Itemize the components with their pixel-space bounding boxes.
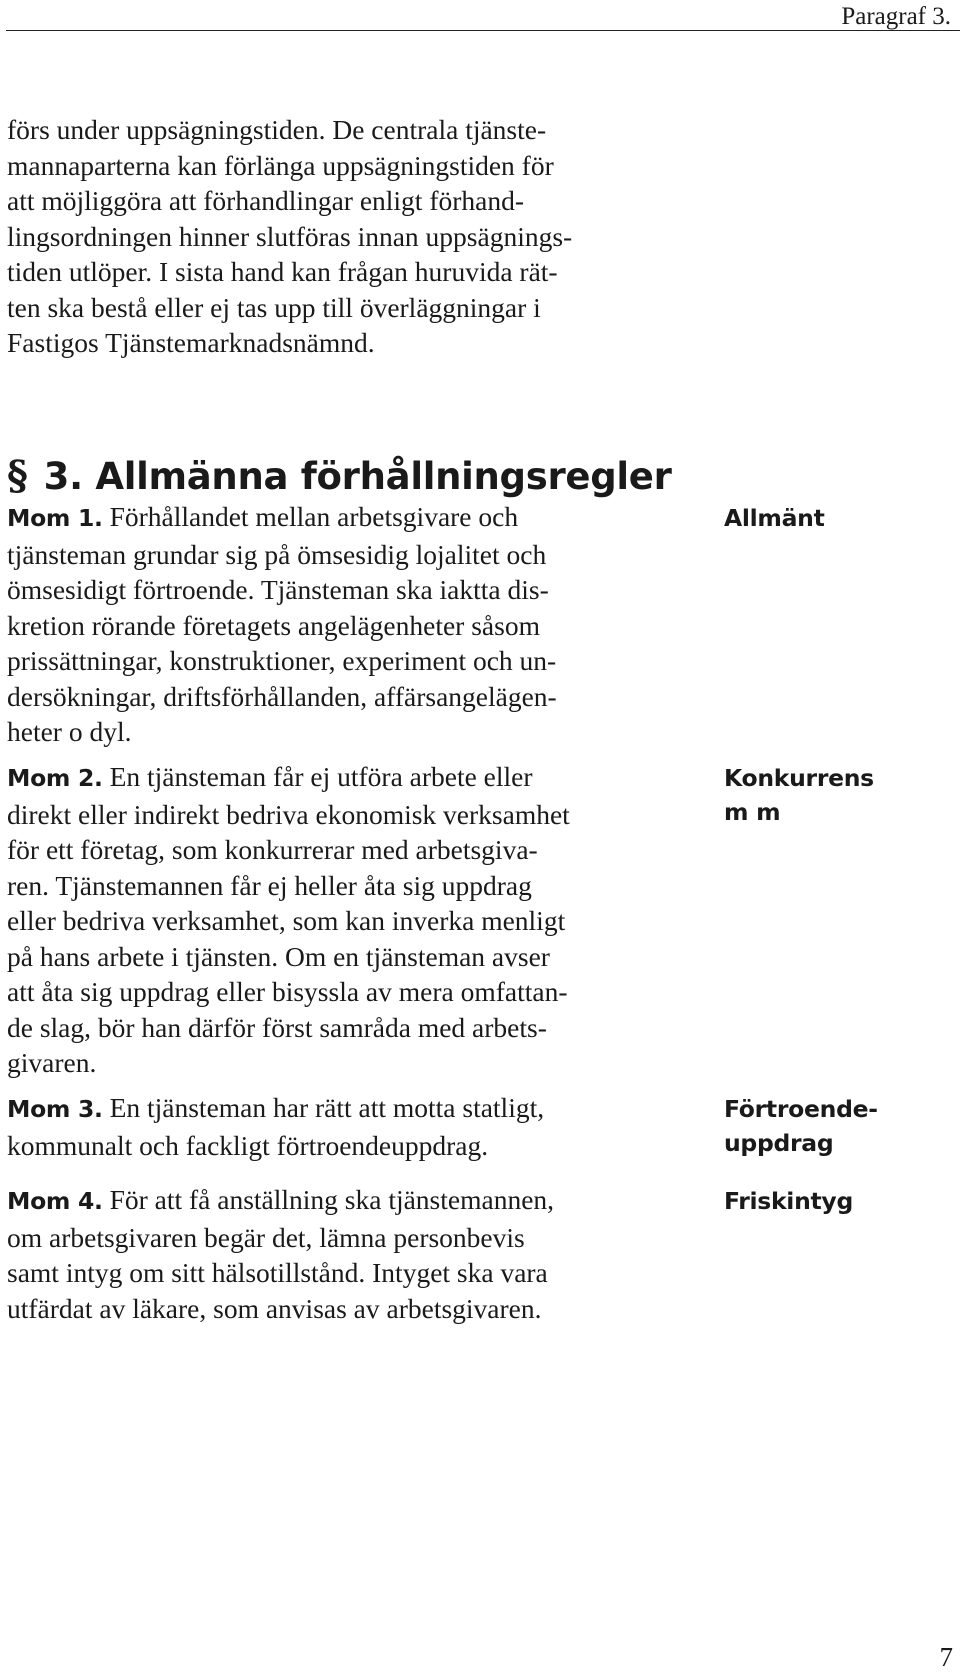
side-note-fortroendeuppdrag [724,1092,878,1160]
section-sign-icon: § [7,452,28,499]
mom-1-line: heter o dyl. [7,716,132,747]
mom-2-line: En tjänsteman får ej utföra arbete eller [109,761,533,792]
intro-line: förs under uppsägningstiden. De centrala tjänste- [7,114,547,145]
mom-2-line: givaren. [7,1047,97,1078]
mom-1-line: Förhållandet mellan arbetsgivare och [109,501,519,532]
mom-1-label: Mom 1. [7,504,103,532]
mom-4-label: Mom 4. [7,1187,103,1215]
side-note-line: Friskintyg [724,1187,853,1215]
mom-4-line: utfärdat av läkare, som anvisas av arbetsgivaren. [7,1292,542,1324]
mom-1-paragraph [7,499,687,750]
intro-paragraph [7,112,687,361]
side-note-line: Förtroende- [724,1095,878,1123]
page-number: 7 [939,1642,953,1672]
mom-2-line: de slag, bör han därför först samråda med arbets- [7,1011,547,1043]
side-note-line: uppdrag [724,1129,834,1157]
intro-line: att möjliggöra att förhandlingar enligt förhand- [7,185,524,216]
intro-line: Fastigos Tjänstemarknadsnämnd. [7,327,375,358]
mom-3-line: En tjänsteman har rätt att motta statligt, [109,1092,545,1123]
side-note-line: Konkurrens [724,764,874,792]
header-rule [6,30,960,31]
mom-2-paragraph [7,759,687,1081]
mom-2-line: ren. Tjänstemannen får ej heller åta sig uppdrag [7,869,532,901]
mom-2-line: att åta sig uppdrag eller bisyssla av mera omfattan- [7,976,568,1007]
intro-line: ten ska bestå eller ej tas upp till överläggningar i [7,291,541,323]
mom-1-line: ömsesidigt förtroende. Tjänsteman ska iaktta dis- [7,574,549,605]
section-heading [7,452,672,501]
mom-4-line: samt intyg om sitt hälsotillstånd. Intyget ska vara [7,1257,548,1288]
intro-line: tiden utlöper. I sista hand kan frågan huruvida rät- [7,256,558,287]
mom-2-line: för ett företag, som konkurrerar med arbetsgiva- [7,834,538,865]
mom-4-line: För att få anställning ska tjänstemannen, [109,1184,555,1215]
section-title: 3. Allmänna förhållningsregler [43,455,672,498]
side-note-line: m m [724,798,781,826]
side-note-konkurrens [724,761,874,829]
mom-1-line: tjänsteman grundar sig på ömsesidig lojalitet och [7,538,547,570]
mom-1-line: kretion rörande företagets angelägenheter såsom [7,609,540,641]
running-head: Paragraf 3. [841,3,951,30]
mom-2-line: eller bedriva verksamhet, som kan inverka menligt [7,905,566,936]
intro-line: lingsordningen hinner slutföras innan uppsägnings- [7,220,573,252]
intro-line: mannaparterna kan förlänga uppsägningstiden för [7,149,554,181]
mom-4-line: om arbetsgivaren begär det, lämna personbevis [7,1221,525,1253]
mom-3-label: Mom 3. [7,1095,103,1123]
mom-3-paragraph [7,1090,687,1163]
mom-4-paragraph [7,1182,687,1326]
side-note-friskintyg [724,1184,853,1218]
mom-2-line: direkt eller indirekt bedriva ekonomisk verksamhet [7,798,570,830]
mom-1-line: prissättningar, konstruktioner, experiment och un- [7,645,557,676]
side-note-allmant [724,501,825,535]
mom-2-line: på hans arbete i tjänsten. Om en tjänsteman avser [7,940,550,972]
mom-3-line: kommunalt och fackligt förtroendeuppdrag. [7,1129,489,1161]
side-note-line: Allmänt [724,504,825,532]
mom-1-line: dersökningar, driftsförhållanden, affärsangelägen- [7,680,557,712]
mom-2-label: Mom 2. [7,764,103,792]
